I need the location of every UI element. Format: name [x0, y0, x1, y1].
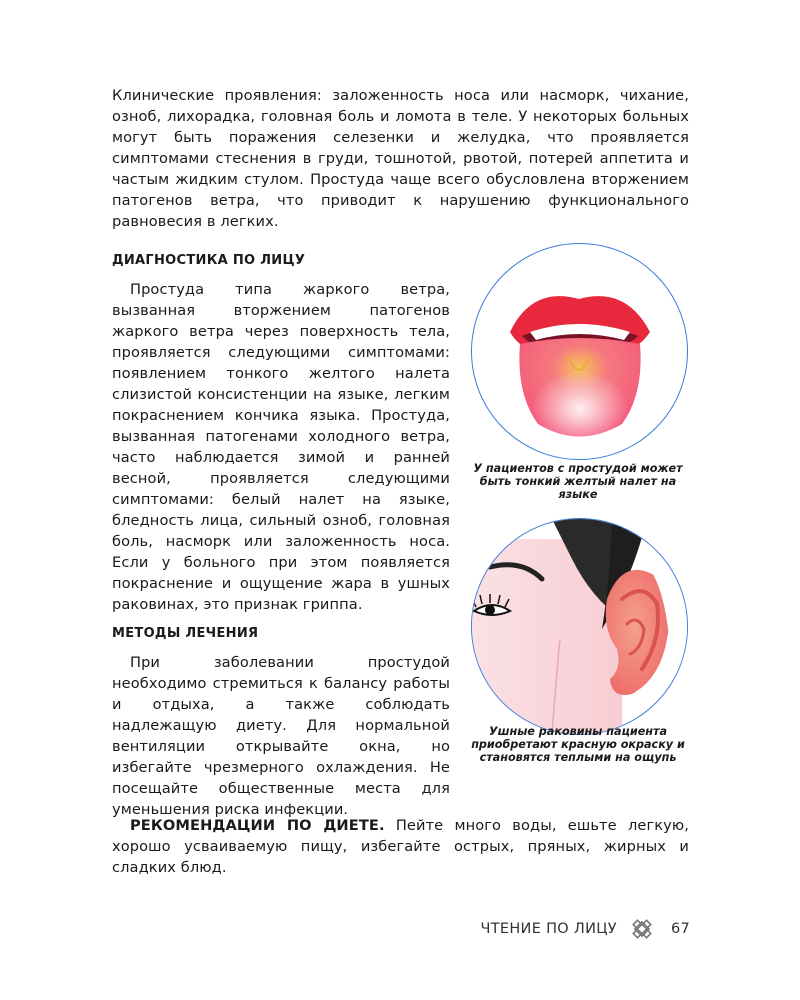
- diagnostics-paragraph: Простуда типа жаркого ветра, вызванная вторжением патогенов жаркого ветра через поверхность тела, проявляется следующими симптомами: появлением тонкого желтого налета слизистой консистенции на языке, легким покраснением кончика языка. Простуда, вызванная патогенами холодного ветра, часто наблюдается зимой и ранней весной, проявляется следующими симптомами: белый налет на языке, бледность лица, сильный озноб, головная боль, насморк или заложенность носа. Если у больного при этом появляется покраснение и ощущение жара в ушных раковинах, это признак гриппа.: [112, 281, 450, 613]
- tongue-illustration: [471, 243, 688, 460]
- diet-paragraph: [112, 815, 689, 878]
- tongue-caption: У пациентов с простудой может быть тонкий желтый налет на языке: [473, 462, 683, 501]
- diet-text: Пейте много воды, ешьте легкую, хорошо усваиваемую пищу, избегайте острых, пряных, жирных и сладких блюд.: [112, 817, 690, 876]
- tongue-icon: [472, 244, 687, 459]
- ear-illustration: [471, 518, 688, 735]
- intro-paragraph: Клинические проявления: заложенность носа или насморк, чихание, озноб, лихорадка, головная боль и ломота в теле. У некоторых больных могут быть поражения селезенки и желудка, что проявляется симптомами стеснения в груди, тошнотой, рвотой, потерей аппетита и частым жидким стулом. Простуда чаще всего обусловлена вторжением патогенов ветра, что приводит к нарушению функционального равновесия в легких.: [112, 87, 689, 230]
- page-footer: [400, 918, 690, 940]
- treatment-paragraph: При заболевании простудой необходимо стремиться к балансу работы и отдыха, а также соблюдать надлежащую диету. Для нормальной вентиляции открывайте окна, но избегайте чрезмерного охлаждения. Не посещайте общественные места для уменьшения риска инфекции.: [112, 654, 450, 818]
- diagnostics-heading: ДИАГНОСТИКА ПО ЛИЦУ: [112, 253, 306, 268]
- diet-label: РЕКОМЕНДАЦИИ ПО ДИЕТЕ.: [130, 817, 385, 834]
- ear-caption: Ушные раковины пациента приобретают красную окраску и становятся теплыми на ощупь: [471, 725, 685, 764]
- section-title: ЧТЕНИЕ ПО ЛИЦУ: [480, 921, 617, 937]
- page-number: 67: [670, 921, 690, 937]
- endless-knot-icon: [631, 918, 653, 940]
- treatment-heading: МЕТОДЫ ЛЕЧЕНИЯ: [112, 626, 259, 641]
- ear-icon: [472, 519, 687, 734]
